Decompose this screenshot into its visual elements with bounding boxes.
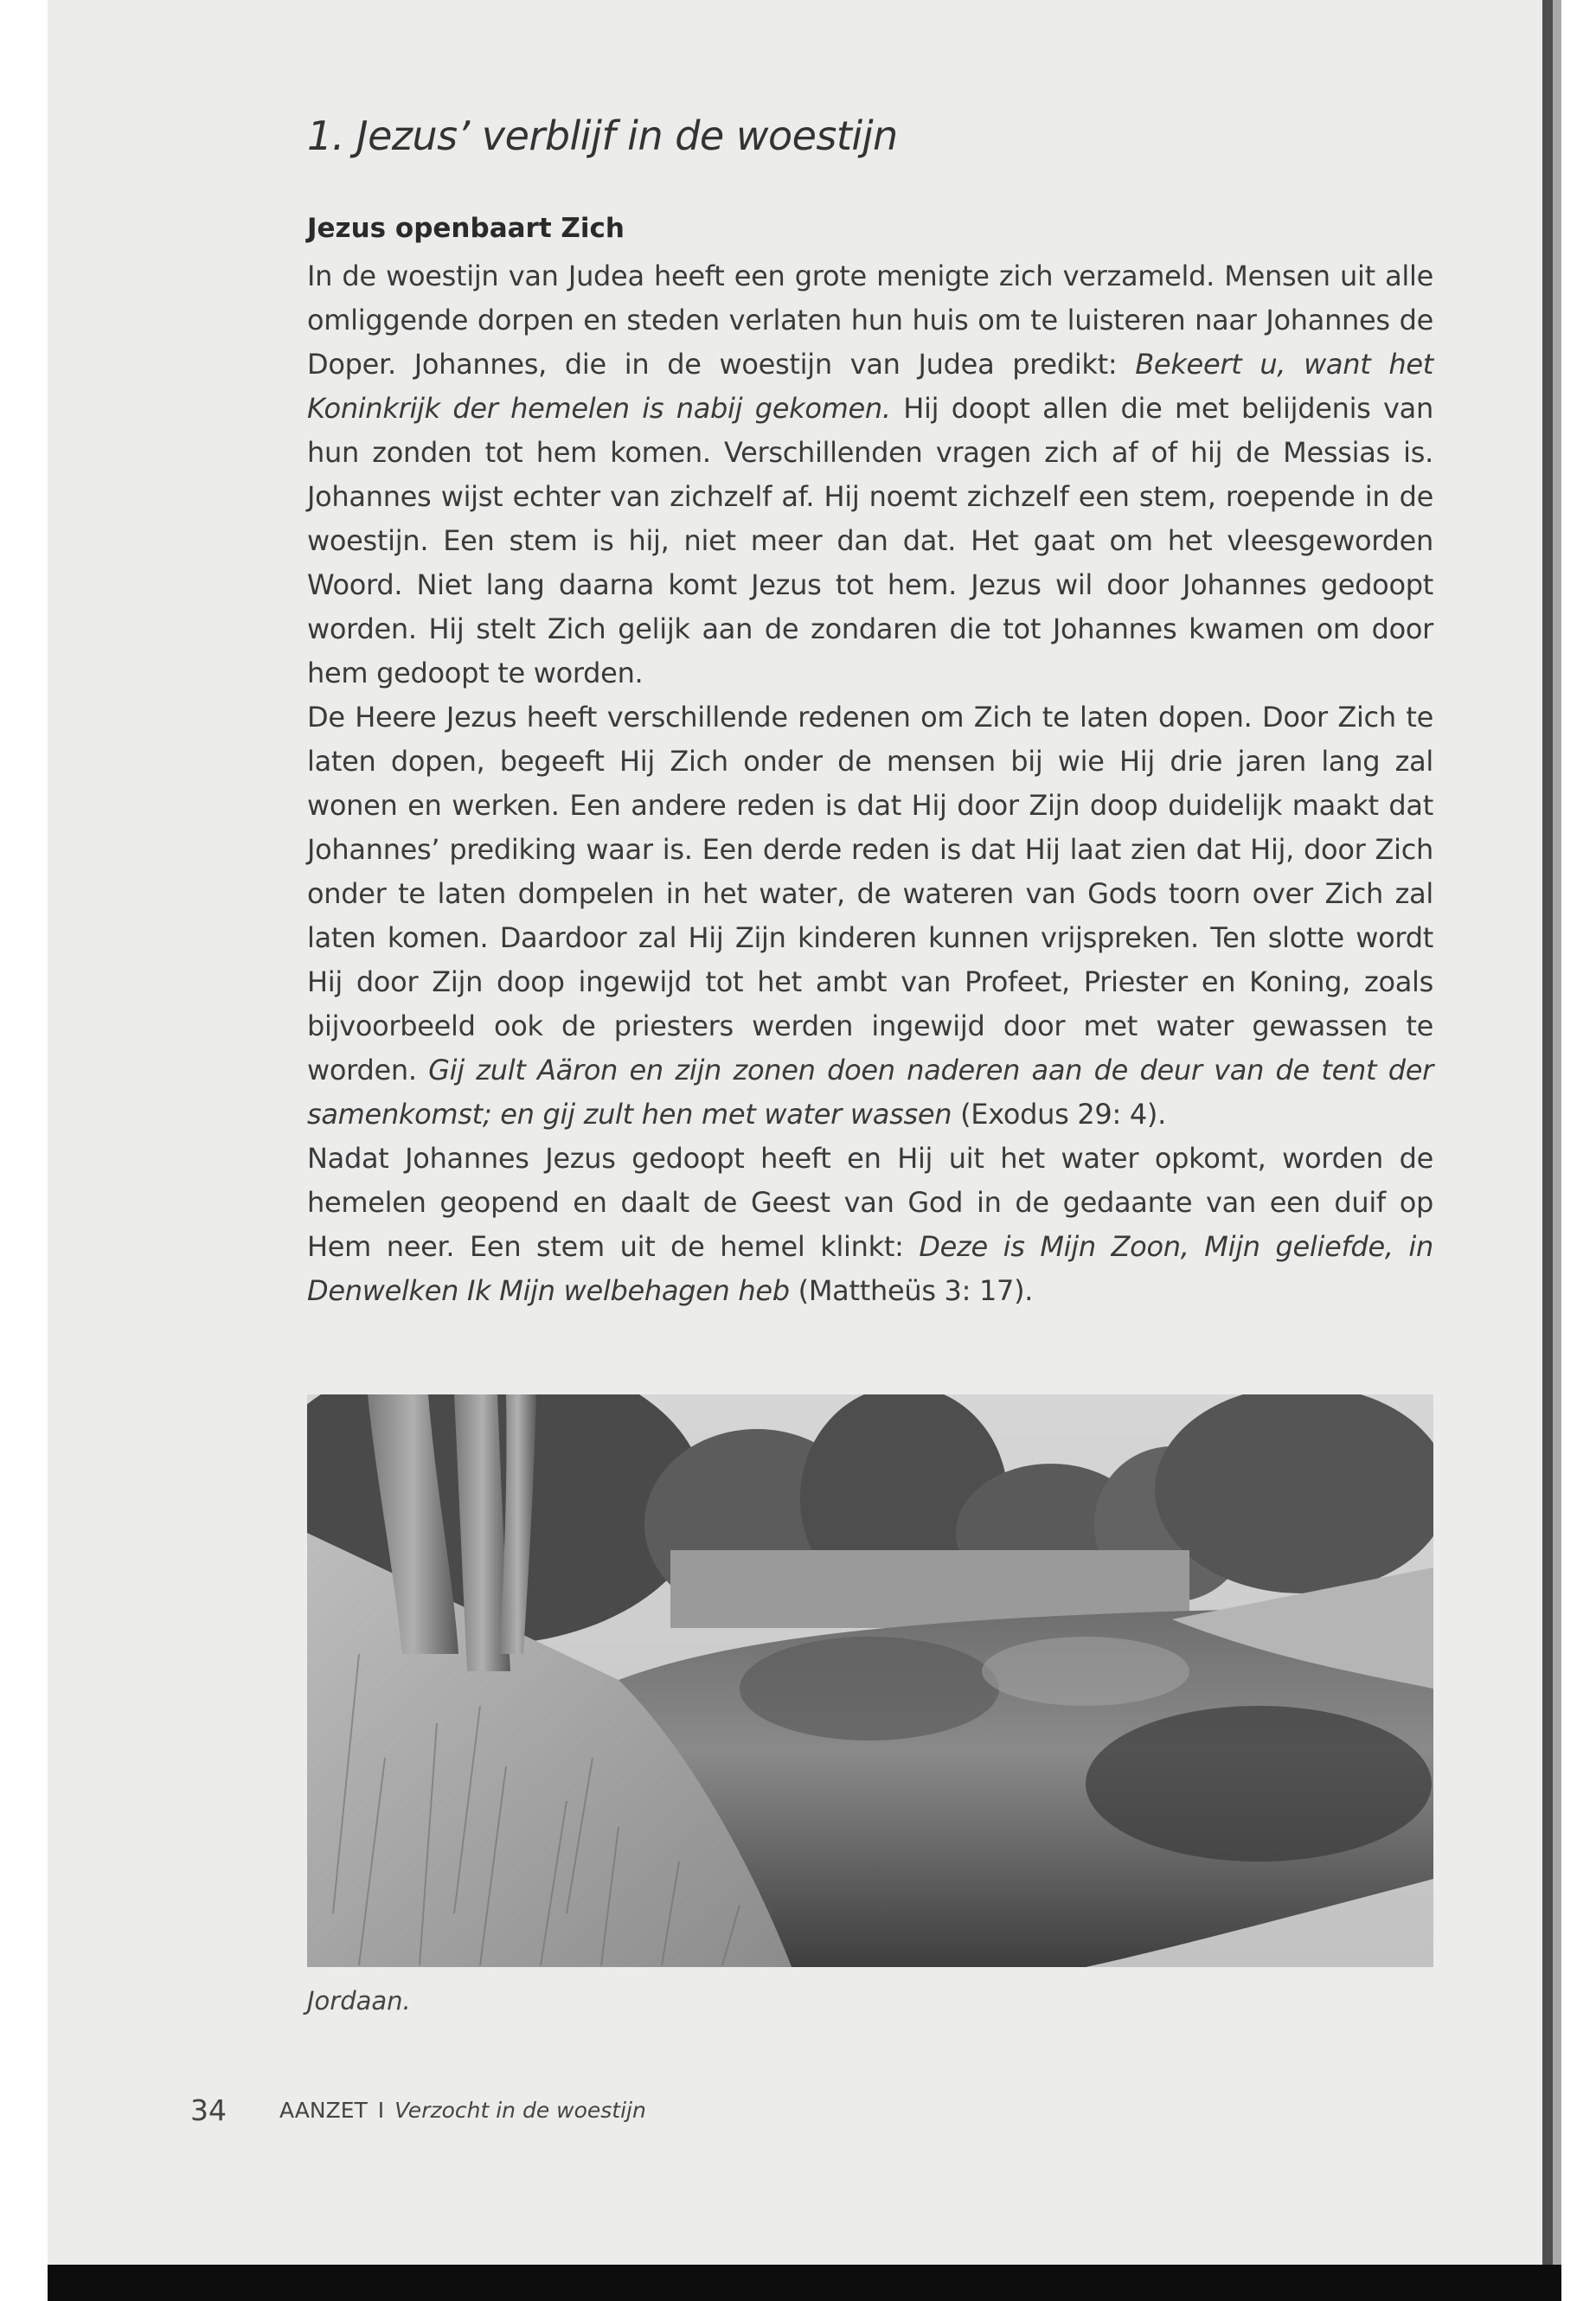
scripture-quote: Deze is Mijn Zoon, Mijn geliefde, in Denwelken Ik Mijn welbehagen heb — [307, 1230, 1433, 1307]
scripture-quote: Bekeert u, want het Koninkrijk der hemelen is nabij gekomen. — [307, 348, 1433, 425]
paragraph-3 — [307, 1137, 1433, 1313]
running-footer — [279, 2098, 1058, 2123]
paragraph-text: Hij doopt allen die met belijdenis van hun zonden tot hem komen. Verschillenden vragen zich af of hij de Messias is. Johannes wijst echter van zichzelf af. Hij noemt zichzelf een stem, roepende in de woestijn. Een stem is hij, niet meer dan dat. Het gaat om het vleesgeworden Woord. Niet lang daarna komt Jezus tot hem. Jezus wil door Johannes gedoopt worden. Hij stelt Zich gelijk aan de zondaren die tot Johannes kwamen om door hem gedoopt te worden. — [307, 392, 1433, 689]
scan-bottom-border — [48, 2265, 1561, 2301]
page-number: 34 — [190, 2093, 227, 2127]
series-name: AANZET — [279, 2098, 368, 2123]
paragraph-text: De Heere Jezus heeft verschillende redenen om Zich te laten dopen. Door Zich te laten dopen, begeeft Hij Zich onder de mensen bij wie Hij drie jaren lang zal wonen en werken. Een andere reden is dat Hij door Zijn doop duidelijk maakt dat Johannes’ prediking waar is. Een derde reden is dat Hij laat zien dat Hij, door Zich onder te laten dompelen in het water, de wateren van Gods toorn over Zich zal laten komen. Daardoor zal Hij Zijn kinderen kunnen vrijspreken. Ten slotte wordt Hij door Zijn doop ingewijd tot het ambt van Profeet, Priester en Koning, zoals bijvoorbeeld ook de priesters werden ingewijd door met water gewassen te worden. — [307, 701, 1433, 1086]
paragraph-text: (Mattheüs 3: 17). — [789, 1274, 1034, 1307]
paragraph-text: Nadat Johannes Jezus gedoopt heeft en Hij uit het water opkomt, worden de hemelen geopend en daalt de Geest van God in de gedaante van een duif op Hem neer. Een stem uit de hemel klinkt: — [307, 1142, 1433, 1263]
body-text — [307, 254, 1433, 1313]
page-edge-highlight — [1553, 0, 1561, 2265]
section-heading: Jezus openbaart Zich — [307, 213, 625, 244]
book-title: Verzocht in de woestijn — [394, 2098, 646, 2123]
figure-caption: Jordaan. — [307, 1986, 411, 2016]
scripture-quote: Gij zult Aäron en zijn zonen doen naderen aan de deur van de tent der samenkomst; en gij zult hen met water wassen — [307, 1054, 1433, 1131]
paragraph-text: (Exodus 29: 4). — [952, 1098, 1166, 1131]
paragraph-2 — [307, 695, 1433, 1137]
river-photo — [307, 1394, 1433, 1967]
chapter-title: 1. Jezus’ verblijf in de woestijn — [307, 112, 898, 159]
paragraph-text: In de woestijn van Judea heeft een grote menigte zich verzameld. Mensen uit alle omliggende dorpen en steden verlaten hun huis om te luisteren naar Johannes de Doper. Johannes, die in de woestijn van Judea predikt: — [307, 260, 1433, 381]
page-edge-shadow — [1542, 0, 1553, 2265]
footer-separator: I — [377, 2098, 385, 2123]
paragraph-1 — [307, 254, 1433, 695]
